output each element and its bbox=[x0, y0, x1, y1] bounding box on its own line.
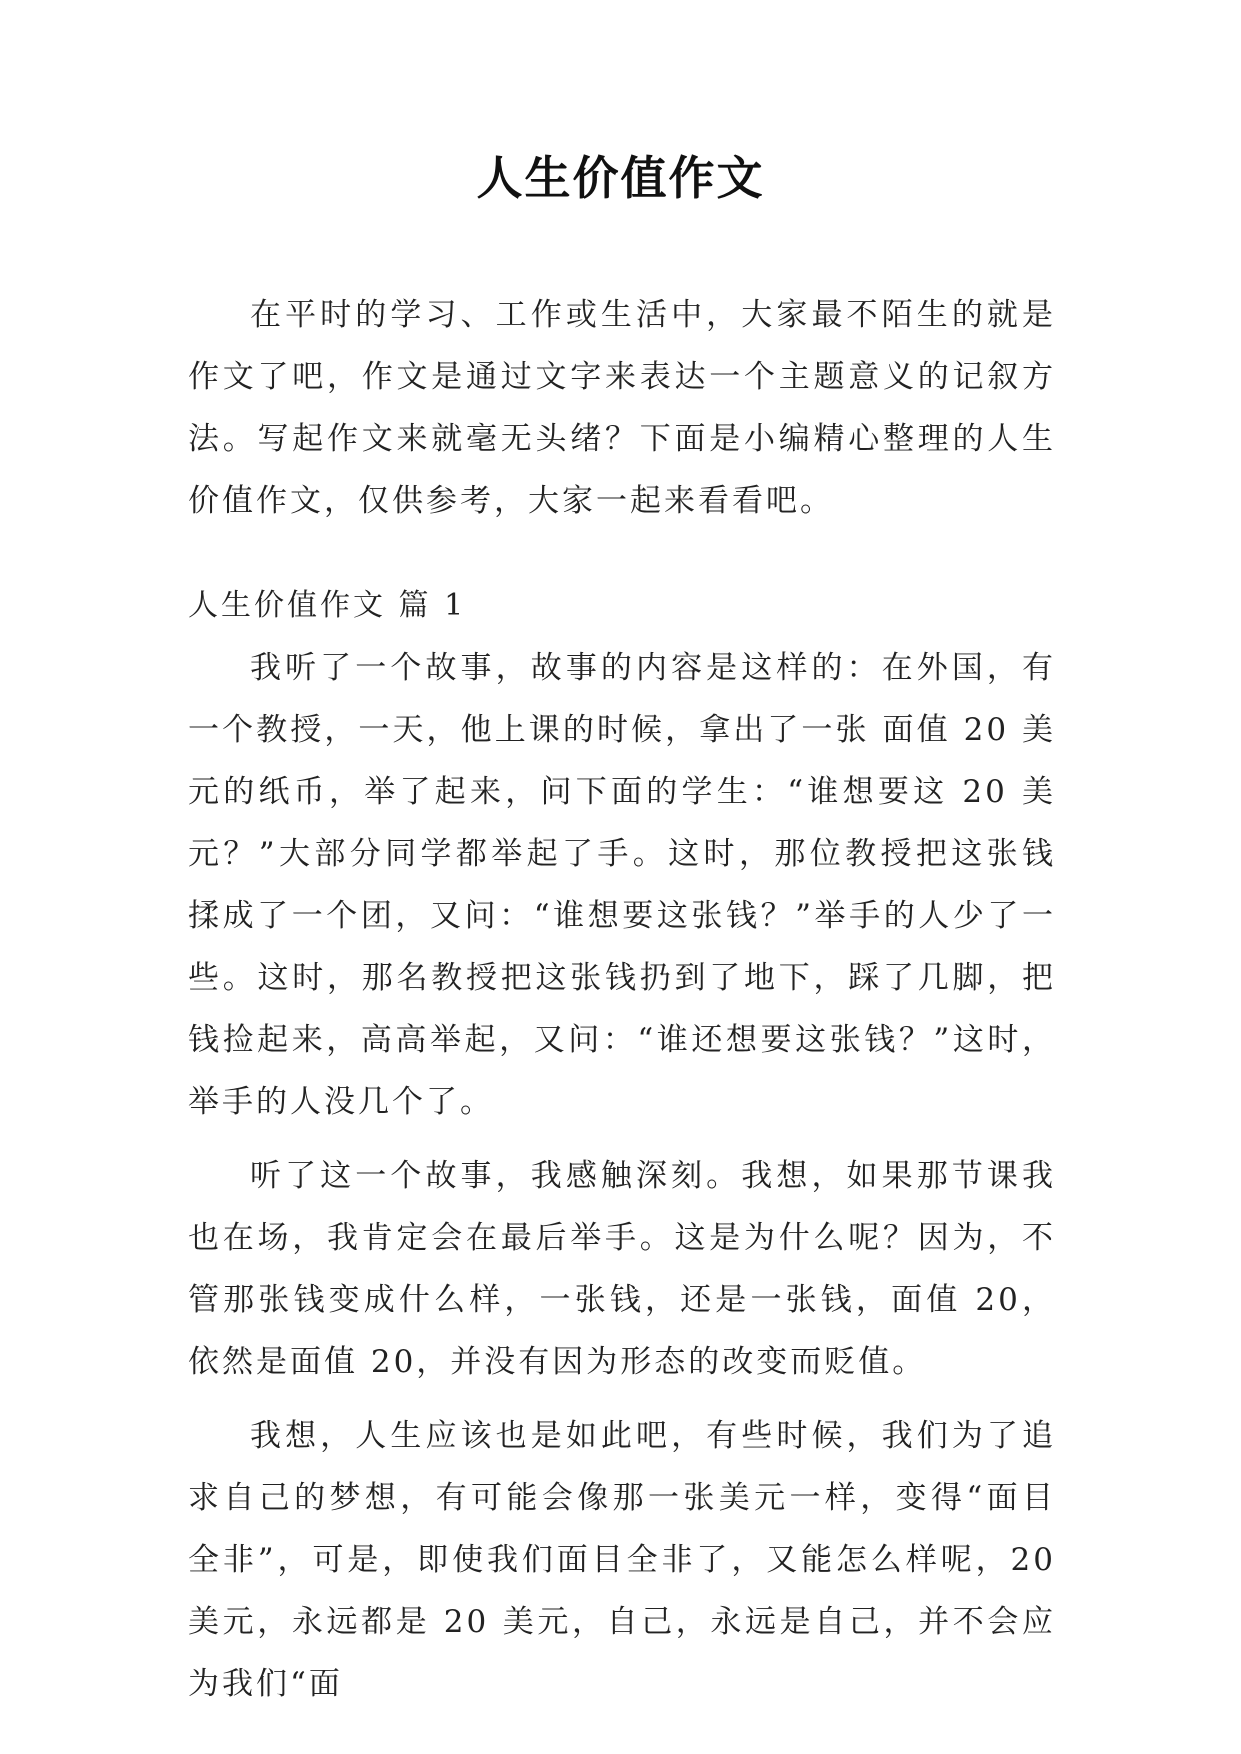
intro-paragraph: 在平时的学习、工作或生活中，大家最不陌生的就是作文了吧，作文是通过文字来表达一个主题意义的记叙方法。写起作文来就毫无头绪？下面是小编精心整理的人生价值作文，仅供参考，大家一起来看看吧。 bbox=[188, 297, 1056, 519]
body-paragraph: 我听了一个故事，故事的内容是这样的：在外国，有一个教授，一天，他上课的时候，拿出了一张 面值 20 美元的纸币，举了起来，问下面的学生：“谁想要这 20 美元？”大部分同学都举起了手。这时，那位教授把这张钱揉成了一个团，又问：“谁想要这张钱？”举手的人少了一些。这时，那名教授把这张钱扔到了地下，踩了几脚，把钱捡起来，高高举起，又问：“谁还想要这张钱？”这时，举手的人没几个了。 bbox=[188, 650, 1056, 1120]
body-paragraph: 我想，人生应该也是如此吧，有些时候，我们为了追求自己的梦想，有可能会像那一张美元一样，变得“面目全非”，可是，即使我们面目全非了，又能怎么样呢，20 美元，永远都是 20 美元，自己，永远是自己，并不会应为我们“面 bbox=[188, 1418, 1056, 1702]
section-heading: 人生价值作文 篇 1 bbox=[188, 588, 467, 623]
document-title: 人生价值作文 bbox=[476, 151, 765, 205]
body-paragraph: 听了这一个故事，我感触深刻。我想，如果那节课我也在场，我肯定会在最后举手。这是为什么呢？因为，不管那张钱变成什么样，一张钱，还是一张钱，面值 20，依然是面值 20，并没有因为形态的改变而贬值。 bbox=[188, 1158, 1056, 1380]
essay-section bbox=[188, 575, 1056, 1727]
intro-block bbox=[188, 284, 1056, 544]
